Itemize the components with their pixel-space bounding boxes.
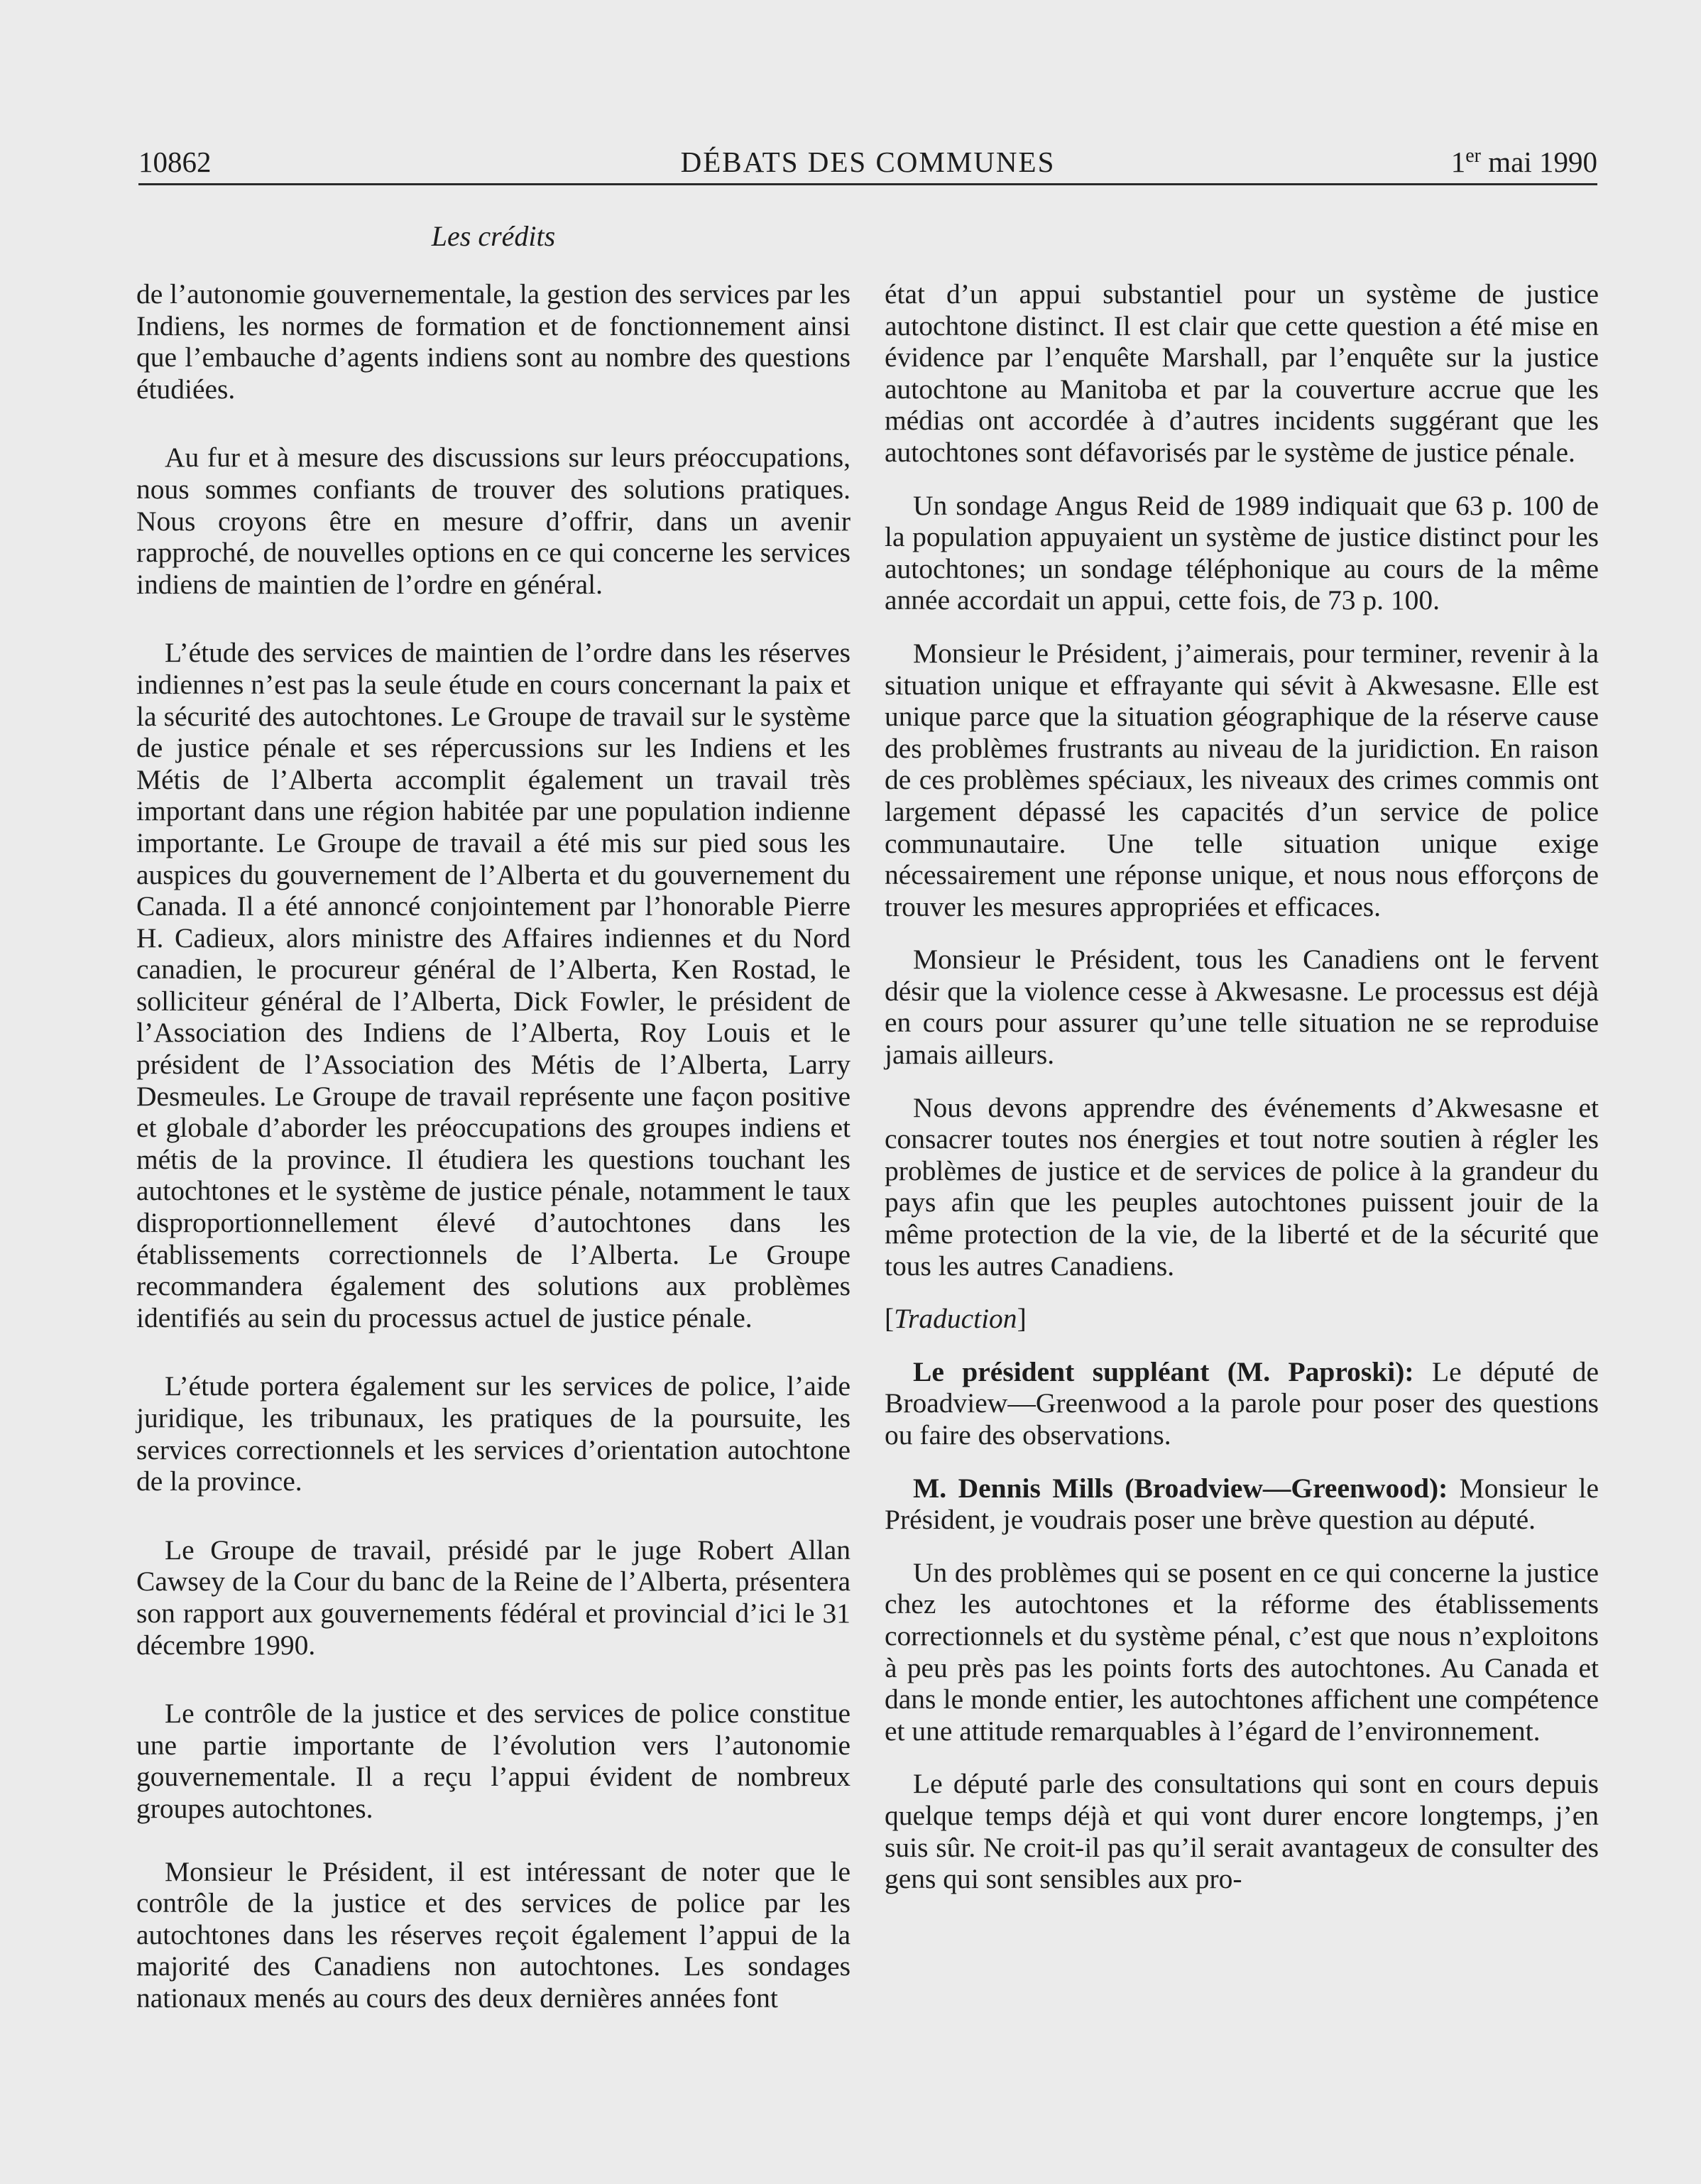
page-header <box>138 141 1597 183</box>
speaker-name: Le président suppléant (M. Paproski): <box>913 1355 1414 1387</box>
translation-label: Traduction <box>894 1303 1017 1335</box>
date-superscript: er <box>1465 145 1482 167</box>
header-rule <box>138 183 1597 185</box>
translation-tag <box>885 1303 1599 1335</box>
page-date <box>1451 141 1597 183</box>
paragraph: L’étude portera également sur les services de police, l’aide juridique, les tribunaux, les pratiques de la poursuite, les services correctionnels et les services d’orientation autochtone de la province. <box>136 1370 851 1497</box>
paragraph: L’étude des services de maintien de l’ordre dans les réserves indiennes n’est pas la seule étude en cours concernant la paix et la sécurité des autochtones. Le Groupe de travail sur le système de justice pénale et ses répercussions sur les Indiens et les Métis de l’Alberta accomplit également un travail très important dans une région habitée par une population indienne importante. Le Groupe de travail a été mis sur pied sous les auspices du gouvernement de l’Alberta et du gouvernement du Canada. Il a été annoncé conjointement par l’honorable Pierre H. Cadieux, alors ministre des Affaires indiennes et du Nord canadien, le procureur général de l’Alberta, Ken Rostad, le solliciteur général de l’Alberta, Dick Fowler, le président de l’Association des Indiens de l’Alberta, Roy Louis et le président de l’Association des Métis de l’Alberta, Larry Desmeules. Le Groupe de travail représente une façon positive et globale d’aborder les préoccupations des groupes indiens et métis de la province. Il étudiera les questions touchant les autochtones et le système de justice pénale, notamment le taux disproportionnellement élevé d’autochtones dans les établissements correctionnels de l’Alberta. Le Groupe recommandera également des solutions aux problèmes identifiés au sein du processus actuel de justice pénale. <box>136 637 851 1333</box>
speaker-text: Monsieur le Président, je voudrais poser une brève question au député. <box>885 1472 1599 1536</box>
bracket-open: [ <box>885 1303 895 1335</box>
bracket-close: ] <box>1017 1303 1027 1335</box>
journal-title: DÉBATS DES COMMUNES <box>680 146 1056 178</box>
paragraph: Monsieur le Président, il est intéressant de noter que le contrôle de la justice et des services de police par les autochtones dans les réserves reçoit également l’appui de la majorité des Canadiens non autochtones. Les sondages nationaux menés au cours des deux dernières années font <box>136 1855 851 2014</box>
left-column <box>136 278 851 2014</box>
speaker-paragraph <box>885 1356 1599 1451</box>
paragraph: Un des problèmes qui se posent en ce qui concerne la justice chez les autochtones et la réforme des établissements correctionnels et du système pénal, c’est que nous n’exploitons à peu près pas les points forts des autochtones. Au Canada et dans le monde entier, les autochtones affichent une compétence et une attitude remarquables à l’égard de l’environnement. <box>885 1556 1599 1747</box>
right-column <box>885 278 1599 1895</box>
date-rest: mai 1990 <box>1481 146 1597 178</box>
date-day: 1 <box>1450 146 1466 178</box>
paragraph: état d’un appui substantiel pour un système de justice autochtone distinct. Il est clair que cette question a été mise en évidence par l’enquête Marshall, par l’enquête sur la justice autochtone au Manitoba et par la couverture accrue que les médias ont accordée à d’autres incidents suggérant que les autochtones sont défavorisés par le système de justice pénale. <box>885 278 1599 468</box>
speaker-text: Le député de Broadview—Greenwood a la parole pour poser des questions ou faire des observations. <box>885 1355 1599 1451</box>
paragraph: Monsieur le Président, j’aimerais, pour terminer, revenir à la situation unique et effrayante qui sévit à Akwesasne. Elle est unique parce que la situation géographique de la réserve cause des problèmes frustrants au niveau de la juridiction. En raison de ces problèmes spéciaux, les niveaux des crimes commis ont largement dépassé les capacités d’un service de police communautaire. Une telle situation unique exige nécessairement une réponse unique, et nous nous efforçons de trouver les mesures appropriées et efficaces. <box>885 637 1599 922</box>
paragraph: Le député parle des consultations qui sont en cours depuis quelque temps déjà et qui vont durer encore longtemps, j’en suis sûr. Ne croit-il pas qu’il serait avantageux de consulter des gens qui sont sensibles aux pro- <box>885 1768 1599 1895</box>
paragraph: de l’autonomie gouvernementale, la gestion des services par les Indiens, les normes de formation et de fonctionnement ainsi que l’embauche d’agents indiens sont au nombre des questions étudiées. <box>136 278 851 405</box>
paragraph: Le Groupe de travail, présidé par le juge Robert Allan Cawsey de la Cour du banc de la Reine de l’Alberta, présentera son rapport aux gouvernements fédéral et provincial d’ici le 31 décembre 1990. <box>136 1534 851 1661</box>
speaker-paragraph <box>885 1473 1599 1536</box>
paragraph: Monsieur le Président, tous les Canadiens ont le fervent désir que la violence cesse à Akwesasne. Le processus est déjà en cours pour assurer qu’une telle situation ne se reproduise jamais ailleurs. <box>885 944 1599 1071</box>
speaker-name: M. Dennis Mills (Broadview—Greenwood): <box>913 1472 1448 1504</box>
paragraph: Un sondage Angus Reid de 1989 indiquait que 63 p. 100 de la population appuyaient un système de justice distinct pour les autochtones; un sondage téléphonique au cours de la même année accordait un appui, cette fois, de 73 p. 100. <box>885 489 1599 616</box>
paragraph: Nous devons apprendre des événements d’Akwesasne et consacrer toutes nos énergies et tout notre soutien à régler les problèmes de justice et de services de police à la grandeur du pays afin que les peuples autochtones puissent jouir de la même protection de la vie, de la liberté et de la sécurité que tous les autres Canadiens. <box>885 1091 1599 1282</box>
paragraph: Au fur et à mesure des discussions sur leurs préoccupations, nous sommes confiants de trouver des solutions pratiques. Nous croyons être en mesure d’offrir, dans un avenir rapproché, de nouvelles options en ce qui concerne les services indiens de maintien de l’ordre en général. <box>136 442 851 600</box>
page-number: 10862 <box>138 146 212 178</box>
paragraph: Le contrôle de la justice et des services de police constitue une partie importante de l’évolution vers l’autonomie gouvernementale. Il a reçu l’appui évident de nombreux groupes autochtones. <box>136 1698 851 1824</box>
section-label: Les crédits <box>431 220 556 252</box>
